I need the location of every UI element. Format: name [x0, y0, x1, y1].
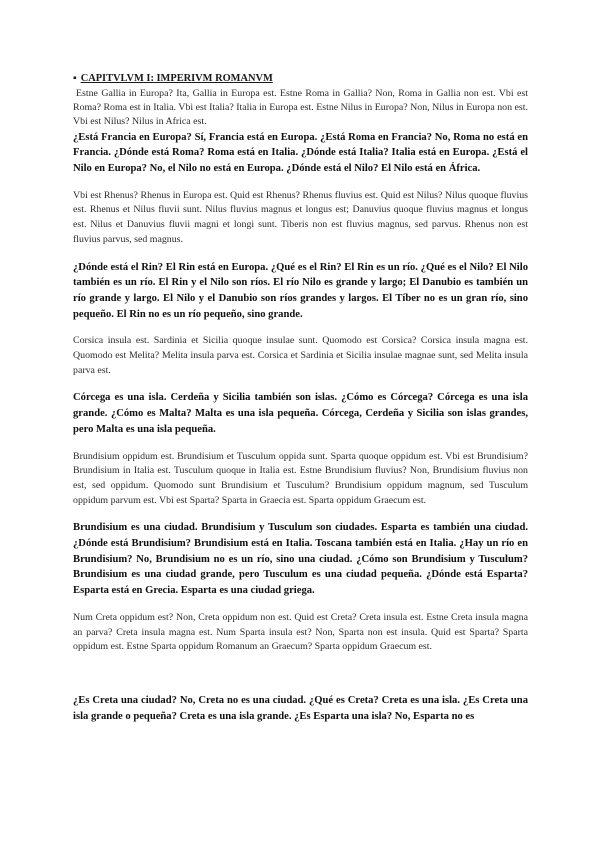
paragraph-spacer	[73, 177, 528, 189]
latin-paragraph-3: Corsica insula est. Sardinia et Sicilia quoque insulae sunt. Quomodo est Corsica? Corsica insula magna est. Quomodo est Melita? Melita insula parva est. Corsica et Sardinia et Sicilia insulae magnae sunt, sed Melita insula parva est.	[73, 335, 528, 376]
spanish-paragraph-4: Brundisium es una ciudad. Brundisium y Tusculum son ciudades. Esparta es también una ciudad. ¿Dónde está Brundisium? Brundisium está en Italia. Toscana también está en Italia. ¿Hay un río en Brundisium? No, Brundisium no es un río, sino una ciudad. ¿Cómo son Brundisium y Tusculum? Brundisium es una ciudad grande, pero Tusculum es una ciudad pequeña. ¿Dónde está Esparta? Esparta está en Grecia. Esparta es una ciudad griega.	[73, 522, 528, 597]
paragraph-spacer	[73, 438, 528, 450]
document-page	[73, 72, 528, 724]
spanish-paragraph-2: ¿Dónde está el Rin? El Rin está en Europa. ¿Qué es el Rin? El Rin es un río. ¿Qué es el Nilo? El Nilo también es un río. El Rin y el Nilo son ríos. El río Nilo es grande y largo; El Danubio es también un río grande y largo. El Nilo y el Danubio son ríos grandes y largos. El Tíber no es un gran río, sino pequeño. El Rin no es un río pequeño, sino grande.	[73, 261, 528, 320]
chapter-heading	[73, 72, 528, 85]
paragraph-spacer	[73, 322, 528, 334]
chapter-title: CAPITVLVM I: IMPERIVM ROMANVM	[80, 73, 273, 84]
paragraph-spacer	[73, 655, 528, 693]
spanish-paragraph-3: Córcega es una isla. Cerdeña y Sicilia también son islas. ¿Cómo es Córcega? Córcega es una isla grande. ¿Cómo es Malta? Malta es una isla pequeña. Córcega, Cerdeña y Sicilia son islas grandes, pero Malta es una isla pequeña.	[73, 392, 528, 435]
latin-paragraph-5: Num Creta oppidum est? Non, Creta oppidum non est. Quid est Creta? Creta insula est. Estne Creta insula magna an parva? Creta insula magna est. Num Sparta insula est? Non, Sparta non est insula. Quid est Sparta? Sparta oppidum est. Estne Sparta oppidum Romanum an Graecum? Sparta oppidum Graecum est.	[73, 611, 528, 653]
spanish-paragraph-5: ¿Es Creta una ciudad? No, Creta no es una ciudad. ¿Qué es Creta? Creta es una isla. ¿Es Creta una isla grande o pequeña? Creta es una isla grande. ¿Es Esparta una isla? No, Esparta no es	[73, 695, 528, 722]
latin-paragraph-2: Vbi est Rhenus? Rhenus in Europa est. Quid est Rhenus? Rhenus fluvius est. Quid est Nilus? Nilus quoque fluvius est. Rhenus et Nilus fluvii sunt. Nilus fluvius magnus et longus est; Danuvius quoque fluvius magnus et longus est. Nilus et Danuvius fluvii magni et longi sunt. Tiberis non est fluvius magnus, sed parvus. Rhenus non est fluvius parvus, sed magnus.	[73, 189, 528, 245]
paragraph-spacer	[73, 599, 528, 611]
latin-paragraph-4: Brundisium oppidum est. Brundisium et Tusculum oppida sunt. Sparta quoque oppidum est. Vbi est Brundisium? Brundisium in Italia est. Tusculum quoque in Italia est. Estne Brundisium fluvius? Non, Brundisium fluvius non est, sed oppidum. Quomodo sunt Brundisium et Tusculum? Brundisium oppidum magnum, sed Tusculum oppidum parvum est. Vbi est Sparta? Sparta in Graecia est. Sparta oppidum Graecum est.	[73, 450, 528, 506]
paragraph-spacer	[73, 378, 528, 390]
bullet-icon: ▪	[73, 73, 77, 84]
latin-paragraph-1: Estne Gallia in Europa? Ita, Gallia in Europa est. Estne Roma in Gallia? Non, Roma in Gallia non est. Vbi est Roma? Roma est in Italia. Vbi est Italia? Italia in Europa est. Estne Nilus in Europa? Non, Nilus in Europa non est. Vbi est Nilus? Nilus in Africa est.	[73, 88, 528, 128]
spanish-paragraph-1: ¿Está Francia en Europa? Sí, Francia está en Europa. ¿Está Roma en Francia? No, Roma no está en Francia. ¿Dónde está Roma? Roma está en Italia. ¿Dónde está Italia? Italia está en Europa. ¿Está el Nilo en Europa? No, el Nilo no está en Europa. ¿Dónde está el Nilo? El Nilo está en África.	[73, 131, 528, 175]
paragraph-spacer	[73, 508, 528, 520]
paragraph-spacer	[73, 248, 528, 260]
